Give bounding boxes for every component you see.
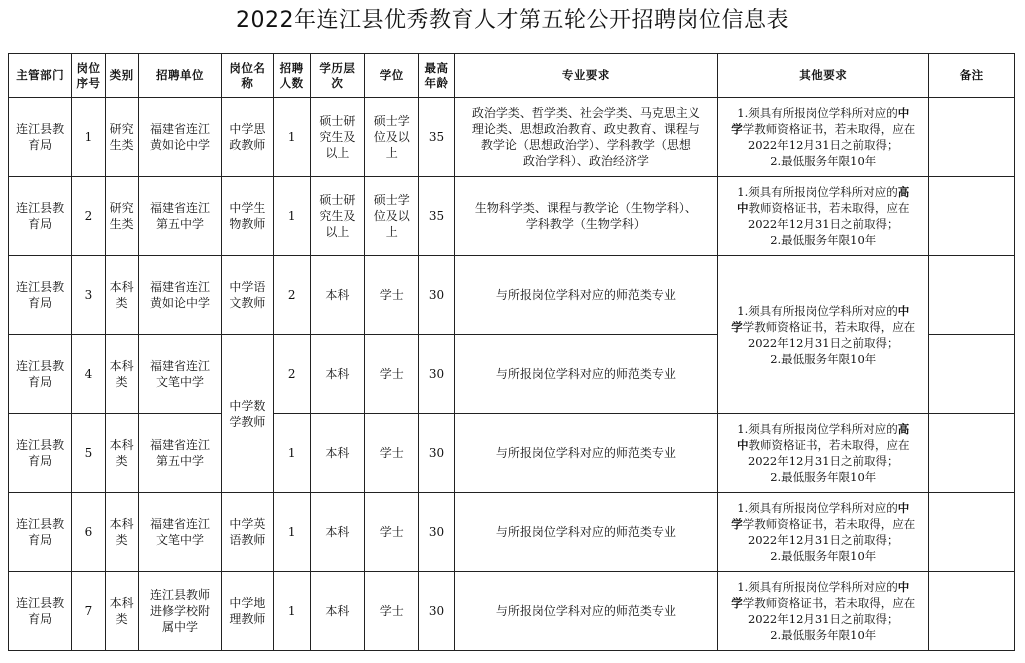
cell-major: 与所报岗位学科对应的师范类专业 <box>454 335 718 414</box>
cell-category: 本科 类 <box>105 414 138 493</box>
table-row <box>9 98 1015 177</box>
header-edu: 学历层 次 <box>310 54 364 98</box>
cell-other-merged: 1.须具有所报岗位学科所对应的中 学学教师资格证书，若未取得，应在 2022年12月31日之前取得； 2.最低服务年限10年 <box>718 256 929 414</box>
cell-category: 研究 生类 <box>105 177 138 256</box>
cell-count: 1 <box>273 177 310 256</box>
cell-edu: 硕士研 究生及 以上 <box>310 98 364 177</box>
cell-category: 本科 类 <box>105 572 138 651</box>
header-dept: 主管部门 <box>9 54 72 98</box>
cell-dept: 连江县教 育局 <box>9 256 72 335</box>
cell-edu: 本科 <box>310 572 364 651</box>
recruitment-table <box>8 53 1015 651</box>
header-category: 类别 <box>105 54 138 98</box>
cell-seq: 1 <box>72 98 105 177</box>
page-title: 2022年连江县优秀教育人才第五轮公开招聘岗位信息表 <box>236 8 789 33</box>
cell-notes <box>929 335 1015 414</box>
cell-seq: 5 <box>72 414 105 493</box>
cell-seq: 6 <box>72 493 105 572</box>
cell-category: 本科 类 <box>105 256 138 335</box>
cell-seq: 7 <box>72 572 105 651</box>
cell-notes <box>929 572 1015 651</box>
cell-dept: 连江县教 育局 <box>9 414 72 493</box>
cell-position-merged: 中学数 学教师 <box>222 335 273 493</box>
cell-count: 1 <box>273 572 310 651</box>
cell-dept: 连江县教 育局 <box>9 335 72 414</box>
cell-edu: 本科 <box>310 335 364 414</box>
cell-edu: 本科 <box>310 493 364 572</box>
header-age: 最高 年龄 <box>419 54 454 98</box>
cell-category: 本科 类 <box>105 493 138 572</box>
cell-dept: 连江县教 育局 <box>9 177 72 256</box>
table-row <box>9 177 1015 256</box>
cell-age: 30 <box>419 335 454 414</box>
table-row <box>9 256 1015 335</box>
cell-position: 中学语 文教师 <box>222 256 273 335</box>
cell-count: 2 <box>273 256 310 335</box>
cell-unit: 福建省连江 黄如论中学 <box>138 98 221 177</box>
cell-dept: 连江县教 育局 <box>9 98 72 177</box>
cell-degree: 学士 <box>365 572 419 651</box>
cell-degree: 学士 <box>365 335 419 414</box>
cell-count: 2 <box>273 335 310 414</box>
cell-unit: 福建省连江 黄如论中学 <box>138 256 221 335</box>
cell-age: 30 <box>419 493 454 572</box>
header-other: 其他要求 <box>718 54 929 98</box>
cell-major: 政治学类、哲学类、社会学类、马克思主义 理论类、思想政治教育、政史教育、课程与 教学论（思想政治学）、学科教学（思想 政治学科）、政治经济学 <box>454 98 718 177</box>
cell-edu: 硕士研 究生及 以上 <box>310 177 364 256</box>
cell-other: 1.须具有所报岗位学科所对应的中 学学教师资格证书，若未取得，应在 2022年12月31日之前取得； 2.最低服务年限10年 <box>718 572 929 651</box>
cell-dept: 连江县教 育局 <box>9 572 72 651</box>
cell-degree: 硕士学 位及以 上 <box>365 98 419 177</box>
cell-notes <box>929 493 1015 572</box>
cell-age: 30 <box>419 256 454 335</box>
header-major: 专业要求 <box>454 54 718 98</box>
cell-major: 与所报岗位学科对应的师范类专业 <box>454 493 718 572</box>
header-row <box>9 54 1015 98</box>
cell-degree: 学士 <box>365 414 419 493</box>
cell-position: 中学生 物教师 <box>222 177 273 256</box>
header-position: 岗位名 称 <box>222 54 273 98</box>
cell-other: 1.须具有所报岗位学科所对应的中 学学教师资格证书，若未取得，应在 2022年12月31日之前取得； 2.最低服务年限10年 <box>718 98 929 177</box>
header-degree: 学位 <box>365 54 419 98</box>
cell-notes <box>929 177 1015 256</box>
cell-age: 30 <box>419 414 454 493</box>
cell-degree: 学士 <box>365 256 419 335</box>
cell-notes <box>929 414 1015 493</box>
cell-other: 1.须具有所报岗位学科所对应的高 中教师资格证书，若未取得，应在 2022年12月31日之前取得； 2.最低服务年限10年 <box>718 177 929 256</box>
cell-degree: 硕士学 位及以 上 <box>365 177 419 256</box>
header-unit: 招聘单位 <box>138 54 221 98</box>
cell-seq: 2 <box>72 177 105 256</box>
cell-major: 与所报岗位学科对应的师范类专业 <box>454 414 718 493</box>
cell-notes <box>929 98 1015 177</box>
cell-age: 35 <box>419 98 454 177</box>
cell-dept: 连江县教 育局 <box>9 493 72 572</box>
cell-position: 中学思 政教师 <box>222 98 273 177</box>
cell-major: 生物科学类、课程与教学论（生物学科）、 学科教学（生物学科） <box>454 177 718 256</box>
cell-notes <box>929 256 1015 335</box>
cell-seq: 3 <box>72 256 105 335</box>
cell-major: 与所报岗位学科对应的师范类专业 <box>454 256 718 335</box>
cell-unit: 福建省连江 第五中学 <box>138 414 221 493</box>
cell-other: 1.须具有所报岗位学科所对应的中 学学教师资格证书，若未取得，应在 2022年12月31日之前取得； 2.最低服务年限10年 <box>718 493 929 572</box>
cell-count: 1 <box>273 493 310 572</box>
cell-age: 30 <box>419 572 454 651</box>
cell-edu: 本科 <box>310 256 364 335</box>
table-row <box>9 572 1015 651</box>
cell-seq: 4 <box>72 335 105 414</box>
cell-other: 1.须具有所报岗位学科所对应的高 中教师资格证书，若未取得，应在 2022年12月31日之前取得； 2.最低服务年限10年 <box>718 414 929 493</box>
cell-category: 本科 类 <box>105 335 138 414</box>
header-notes: 备注 <box>929 54 1015 98</box>
cell-unit: 福建省连江 第五中学 <box>138 177 221 256</box>
header-count: 招聘 人数 <box>273 54 310 98</box>
cell-age: 35 <box>419 177 454 256</box>
table-row <box>9 493 1015 572</box>
header-seq: 岗位 序号 <box>72 54 105 98</box>
cell-count: 1 <box>273 98 310 177</box>
cell-major: 与所报岗位学科对应的师范类专业 <box>454 572 718 651</box>
cell-position: 中学地 理教师 <box>222 572 273 651</box>
cell-edu: 本科 <box>310 414 364 493</box>
cell-unit: 连江县教师 进修学校附 属中学 <box>138 572 221 651</box>
cell-position: 中学英 语教师 <box>222 493 273 572</box>
cell-unit: 福建省连江 文笔中学 <box>138 335 221 414</box>
cell-unit: 福建省连江 文笔中学 <box>138 493 221 572</box>
cell-category: 研究 生类 <box>105 98 138 177</box>
cell-degree: 学士 <box>365 493 419 572</box>
table-row <box>9 414 1015 493</box>
cell-count: 1 <box>273 414 310 493</box>
